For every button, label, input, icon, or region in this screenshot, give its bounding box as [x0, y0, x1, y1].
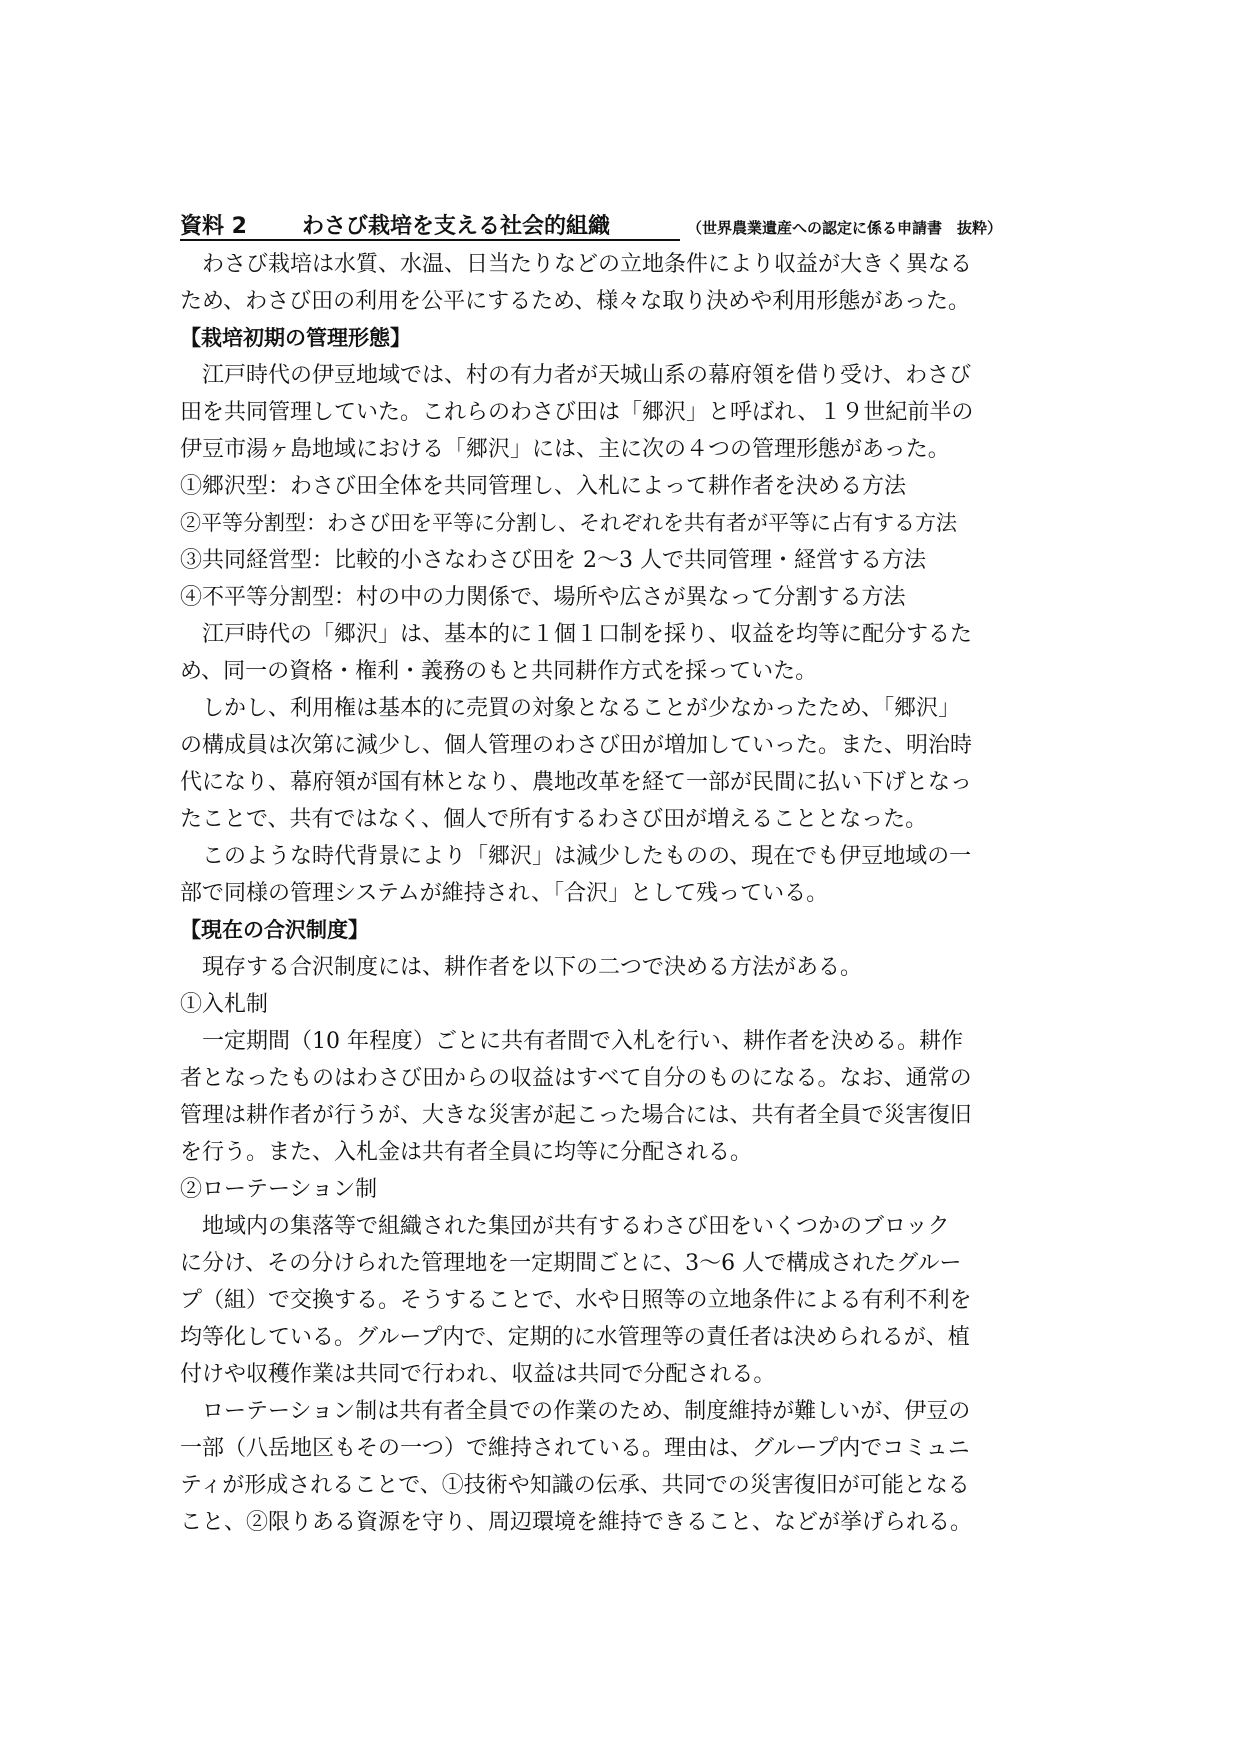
title-source-note: （世界農業遺産への認定に係る申請書 抜粋） — [687, 219, 1003, 237]
text-line: め、同一の資格・権利・義務のもと共同耕作方式を採っていた。 — [180, 659, 818, 684]
list-item: ①入札制 — [180, 992, 269, 1017]
text-line: ため、わさび田の利用を公平にするため、様々な取り決めや利用形態があった。 — [180, 289, 971, 314]
text-line: 現存する合沢制度には、耕作者を以下の二つで決める方法がある。 — [202, 955, 863, 980]
text-line: 管理は耕作者が行うが、大きな災害が起こった場合には、共有者全員で災害復旧 — [180, 1103, 972, 1128]
document-title-line — [180, 212, 1070, 246]
text-line: わさび栽培は水質、水温、日当たりなどの立地条件により収益が大きく異なる — [202, 252, 973, 277]
section-heading: 【栽培初期の管理形態】 — [180, 326, 411, 350]
text-line: に分け、その分けられた管理地を一定期間ごとに、3〜6 人で構成されたグルー — [180, 1251, 962, 1276]
text-line: 代になり、幕府領が国有林となり、農地改革を経て一部が民間に払い下げとなっ — [180, 770, 973, 795]
text-line: 伊豆市湯ヶ島地域における「郷沢」には、主に次の４つの管理形態があった。 — [180, 437, 950, 462]
text-line: たことで、共有ではなく、個人で所有するわさび田が増えることとなった。 — [180, 807, 928, 832]
text-line: 地域内の集落等で組織された集団が共有するわさび田をいくつかのブロック — [202, 1214, 950, 1239]
section-heading: 【現在の合沢制度】 — [180, 918, 369, 942]
text-line: 付けや収穫作業は共同で行われ、収益は共同で分配される。 — [180, 1362, 776, 1387]
list-item: ③共同経営型：比較的小さなわさび田を 2〜3 人で共同管理・経営する方法 — [180, 548, 926, 573]
text-line: 一部（八岳地区もその一つ）で維持されている。理由は、グループ内でコミュニ — [180, 1436, 970, 1461]
text-line: プ（組）で交換する。そうすることで、水や日照等の立地条件による有利不利を — [180, 1288, 972, 1313]
title-label: 資料 2 — [180, 214, 247, 239]
text-line: 者となったものはわさび田からの収益はすべて自分のものになる。なお、通常の — [180, 1066, 972, 1091]
text-line: ティが形成されることで、①技術や知識の伝承、共同での災害復旧が可能となる — [180, 1473, 970, 1498]
text-line: の構成員は次第に減少し、個人管理のわさび田が増加していった。また、明治時 — [180, 733, 973, 758]
list-item: ①郷沢型：わさび田全体を共同管理し、入札によって耕作者を決める方法 — [180, 474, 907, 499]
text-line: このような時代背景により「郷沢」は減少したものの、現在でも伊豆地域の一 — [202, 844, 972, 869]
text-line: 部で同様の管理システムが維持され、「合沢」として残っている。 — [180, 881, 829, 906]
document-page — [180, 212, 1070, 1541]
list-item: ②ローテーション制 — [180, 1177, 378, 1202]
text-line: 均等化している。グループ内で、定期的に水管理等の責任者は決められるが、植 — [180, 1325, 970, 1350]
text-line: を行う。また、入札金は共有者全員に均等に分配される。 — [180, 1140, 753, 1165]
text-line: こと、②限りある資源を守り、周辺環境を維持できること、などが挙げられる。 — [180, 1510, 973, 1535]
text-line: ローテーション制は共有者全員での作業のため、制度維持が難しいが、伊豆の — [202, 1399, 971, 1424]
title-underline — [180, 239, 680, 241]
text-line: 江戸時代の伊豆地域では、村の有力者が天城山系の幕府領を借り受け、わさび — [202, 363, 972, 388]
text-line: 一定期間（10 年程度）ごとに共有者間で入札を行い、耕作者を決める。耕作 — [202, 1029, 963, 1054]
title-text: わさび栽培を支える社会的組織 — [302, 214, 611, 239]
text-line: しかし、利用権は基本的に売買の対象となることが少なかったため、「郷沢」 — [202, 696, 961, 721]
list-item: ②平等分割型：わさび田を平等に分割し、それぞれを共有者が平等に占有する方法 — [180, 511, 957, 535]
list-item: ④不平等分割型：村の中の力関係で、場所や広さが異なって分割する方法 — [180, 585, 906, 610]
text-line: 田を共同管理していた。これらのわさび田は「郷沢」と呼ばれ、１９世紀前半の — [180, 400, 974, 425]
text-line: 江戸時代の「郷沢」は、基本的に１個１口制を採り、収益を均等に配分するた — [202, 622, 973, 647]
document-title — [180, 212, 610, 242]
